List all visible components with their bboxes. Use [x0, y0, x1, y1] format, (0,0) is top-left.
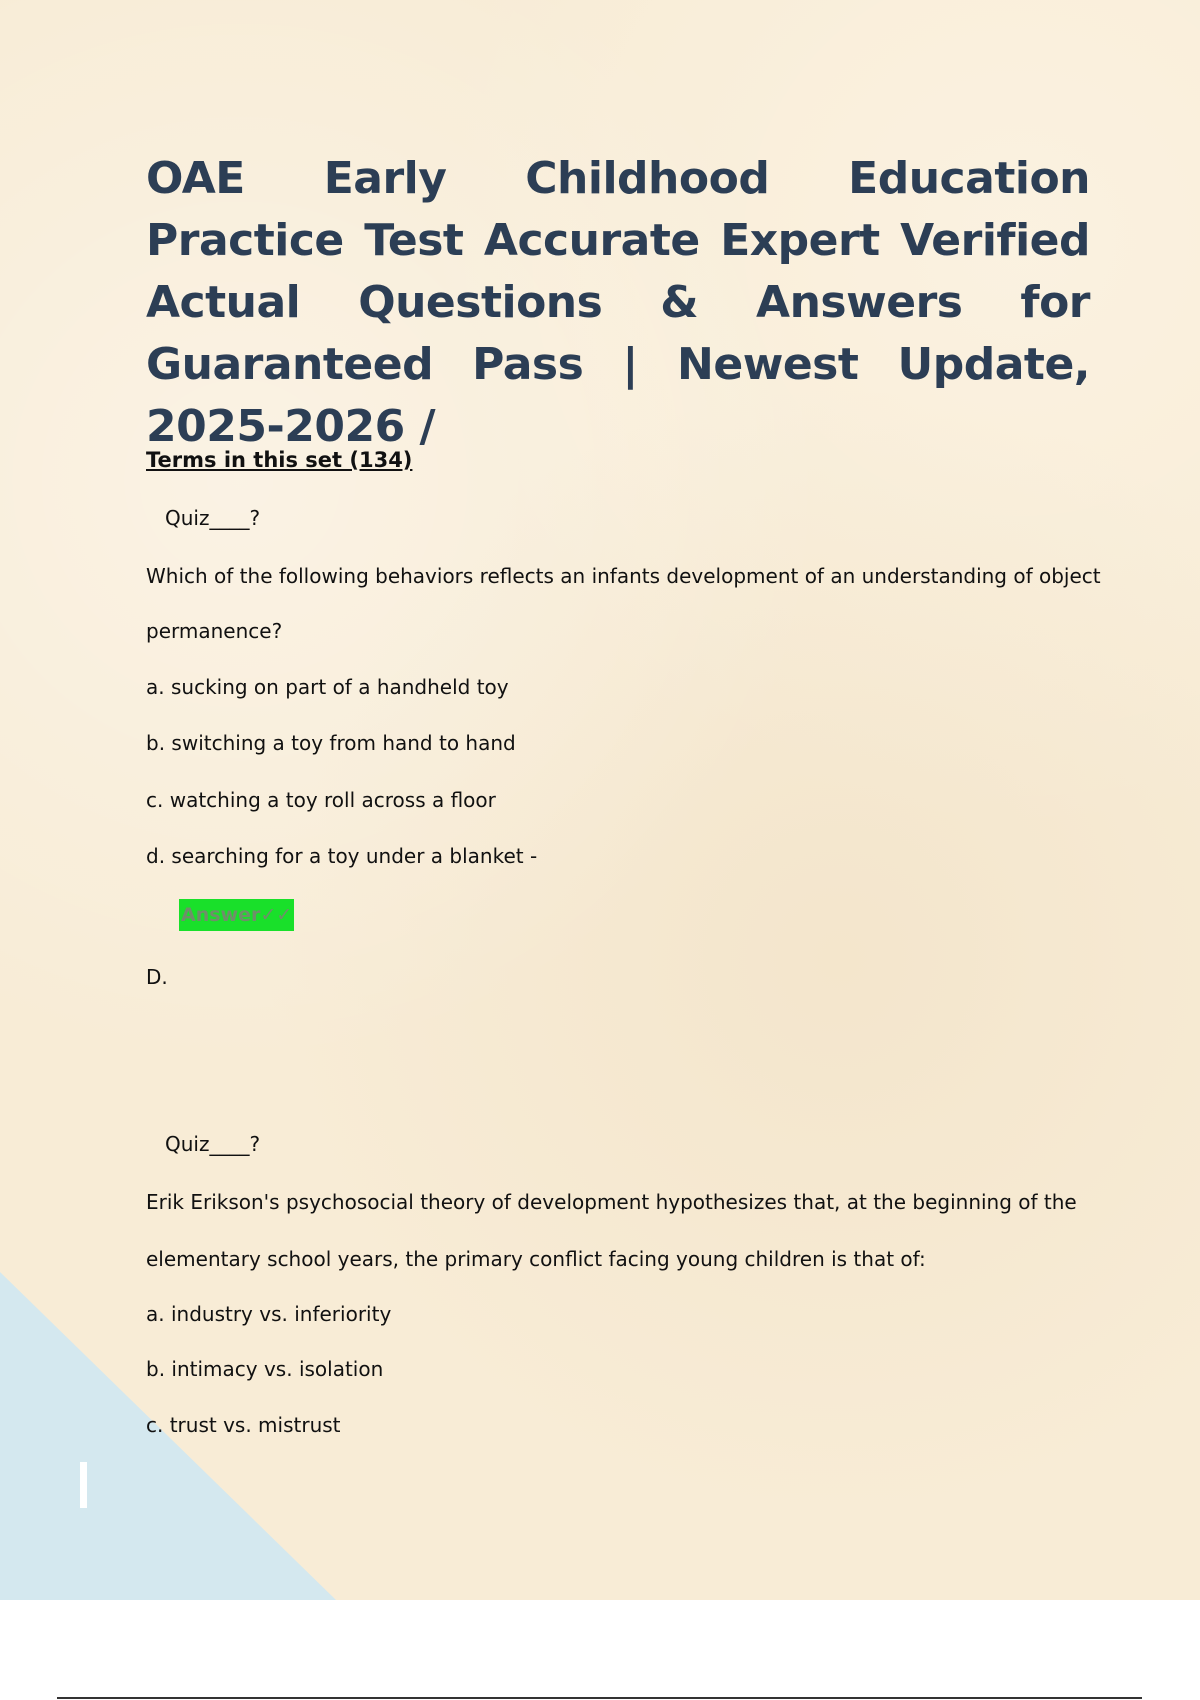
answer-badge: Answer✓✓: [179, 899, 294, 931]
document-title: OAE Early Childhood Education Practice Test Accurate Expert Verified Actual Questions & Answers for Guaranteed Pass | Newest Update, 2025-2026 /: [146, 153, 1090, 452]
answer-value: D.: [146, 965, 168, 989]
corner-bar-decoration: [80, 1462, 87, 1508]
question-prompt-line: Which of the following behaviors reflects an infants development of an understanding of object: [146, 564, 1101, 588]
question-prompt-line: elementary school years, the primary conflict facing young children is that of:: [146, 1247, 926, 1271]
question-prompt-line: permanence?: [146, 619, 283, 643]
answer-option: b. intimacy vs. isolation: [146, 1357, 384, 1381]
answer-option: d. searching for a toy under a blanket -: [146, 844, 538, 868]
quiz-label: Quiz____?: [165, 506, 261, 530]
footer-divider: [57, 1697, 1142, 1699]
quiz-label: Quiz____?: [165, 1132, 261, 1156]
answer-option: a. industry vs. inferiority: [146, 1302, 392, 1326]
terms-heading: Terms in this set (134): [146, 448, 413, 472]
answer-option: c. trust vs. mistrust: [146, 1413, 341, 1437]
answer-option: c. watching a toy roll across a floor: [146, 788, 496, 812]
answer-option: a. sucking on part of a handheld toy: [146, 675, 509, 699]
answer-option: b. switching a toy from hand to hand: [146, 731, 516, 755]
question-prompt-line: Erik Erikson's psychosocial theory of development hypothesizes that, at the beginning of the: [146, 1190, 1077, 1214]
